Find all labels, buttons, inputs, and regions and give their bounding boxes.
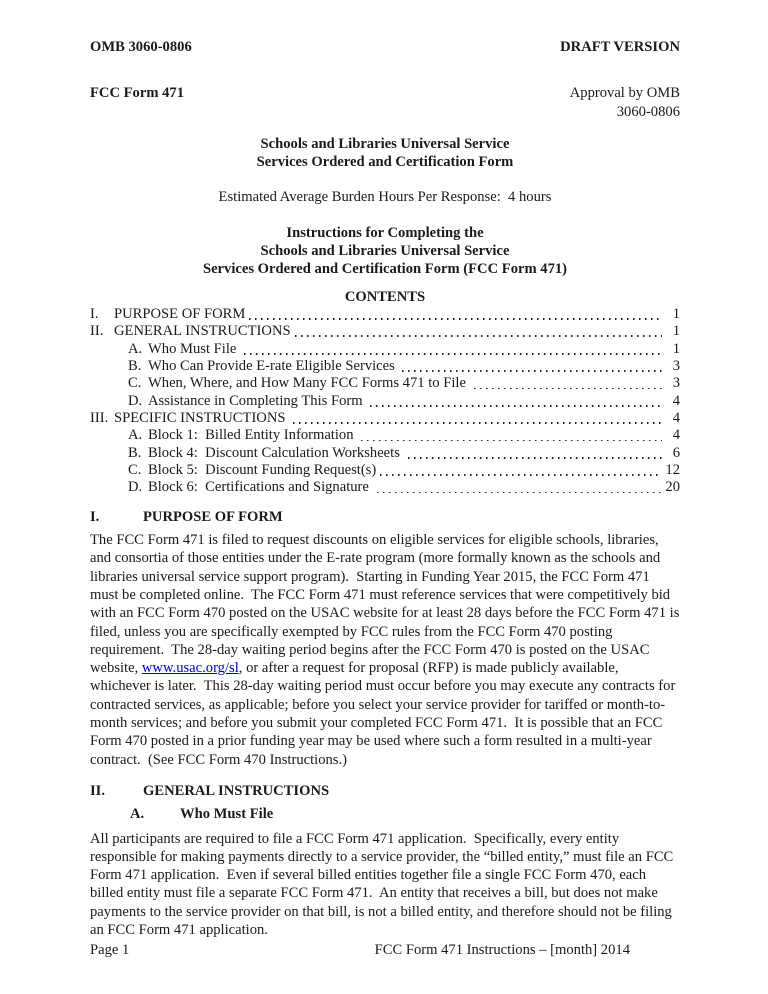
toc-entry-page-number: 4 xyxy=(672,392,680,409)
toc-dot-leader xyxy=(293,410,662,427)
omb-number: OMB 3060-0806 xyxy=(90,39,192,55)
toc-entry xyxy=(90,410,680,427)
toc-entry-title: When, Where, and How Many FCC Forms 471 to File xyxy=(148,375,470,392)
subsection-letter: A. xyxy=(130,806,145,823)
toc-entry-title: Who Must File xyxy=(148,340,241,357)
toc-entry-label: C. xyxy=(128,462,142,479)
toc-entry-page-number: 12 xyxy=(665,462,680,479)
toc-entry xyxy=(90,462,680,479)
toc-entry xyxy=(90,479,680,496)
who-must-file-paragraph: All participants are required to file a FCC Form 471 application. Specifically, every entity responsible for making payments directly to a service provider, the “billed entity,” must file an FCC Form 471 application. Even if several billed entities together file a single FCC Form 470, each billed entity must file a separate FCC Form 471. An entity that receives a bill, but does not make payments to the service provider on that bill, is not a billed entity, and therefore should not be filing an FCC Form 471 application. xyxy=(90,830,677,938)
toc-entry-page-number: 1 xyxy=(672,340,680,357)
toc-entry xyxy=(90,445,680,462)
section-heading-general-instructions xyxy=(90,782,680,800)
toc-entry-label: II. xyxy=(90,323,104,340)
toc-entry-page-number: 1 xyxy=(672,305,680,322)
section-number: I. xyxy=(90,508,100,525)
toc-dot-leader xyxy=(380,462,662,479)
contents-title: CONTENTS xyxy=(344,288,426,305)
section-title: GENERAL INSTRUCTIONS xyxy=(143,782,330,799)
toc-entry-page-number: 4 xyxy=(672,427,680,444)
toc-dot-leader xyxy=(408,445,662,462)
omb-approval xyxy=(570,84,680,121)
toc-dot-leader xyxy=(370,393,662,410)
paragraph-text-before-link: The FCC Form 471 is filed to request discounts on eligible services for eligible schools, libraries, and consortia of those entities under the E-rate program (more formally known as the schools and libraries universal service support program). Starting in Funding Year 2015, the FCC Form 471 must be completed online. The FCC Form 471 must reference services that were competitively bid with an FCC Form 470 posted on the USAC website for at least 28 days before the FCC Form 471 is filed, unless you are specifically exempted by FCC rules from the FCC Form 470 posting requirement. The 28-day waiting period begins after the FCC Form 470 is posted on the USAC website, xyxy=(90,532,684,677)
paragraph-text-after-link: , or after a request for proposal (RFP) is made publicly available, whichever is later. This 28-day waiting period must occur before you may execute any contracts for contracted services, as applicable; before you select your service provider for tariffed or month-to-month services; and before you submit your completed FCC Form 471. It is possible that an FCC Form 470 posted in a prior funding year may be used where such a form resulted in a multi-year contract. (See FCC Form 470 Instructions.) xyxy=(90,660,679,768)
instructions-title-line3: Services Ordered and Certification Form (FCC Form 471) xyxy=(202,261,568,278)
toc-entry-page-number: 3 xyxy=(672,375,680,392)
toc-entry-label: D. xyxy=(128,392,143,409)
section-heading-purpose-of-form xyxy=(90,508,680,526)
toc-entry-title: Assistance in Completing This Form xyxy=(148,392,367,409)
toc-entry-title: GENERAL INSTRUCTIONS xyxy=(114,323,291,340)
burden-statement: Estimated Average Burden Hours Per Response: 4 hours xyxy=(218,189,552,206)
toc-entry xyxy=(90,306,680,323)
toc-dot-leader xyxy=(249,306,662,323)
usac-website-link[interactable]: www.usac.org/sl xyxy=(141,660,239,677)
omb-approval-line2: 3060-0806 xyxy=(616,103,680,120)
toc-entry-page-number: 4 xyxy=(672,410,680,427)
omb-approval-line1: Approval by OMB xyxy=(569,85,680,102)
toc-dot-leader xyxy=(402,358,662,375)
toc-dot-leader xyxy=(361,427,662,444)
subsection-title: Who Must File xyxy=(180,806,274,823)
section-title: PURPOSE OF FORM xyxy=(143,508,283,525)
toc-entry-title: SPECIFIC INSTRUCTIONS xyxy=(114,410,290,427)
section-number: II. xyxy=(90,782,106,799)
page-footer xyxy=(90,941,680,959)
toc-entry-label: A. xyxy=(128,427,143,444)
toc-entry xyxy=(90,358,680,375)
table-of-contents xyxy=(90,306,680,497)
toc-entry-label: D. xyxy=(128,479,143,496)
toc-entry xyxy=(90,427,680,444)
toc-entry-title: Block 5: Discount Funding Request(s) xyxy=(148,462,377,479)
form-title-line1: Schools and Libraries Universal Service xyxy=(260,135,510,152)
purpose-of-form-paragraph xyxy=(90,531,684,769)
toc-entry-page-number: 20 xyxy=(665,479,680,496)
toc-entry xyxy=(90,323,680,340)
toc-entry-label: III. xyxy=(90,410,109,427)
toc-dot-leader xyxy=(474,375,662,392)
toc-entry-label: I. xyxy=(90,305,99,322)
footer-doc-title: FCC Form 471 Instructions – [month] 2014 xyxy=(374,941,630,958)
draft-version-label: DRAFT VERSION xyxy=(560,39,680,55)
toc-entry xyxy=(90,375,680,392)
form-title xyxy=(90,135,680,172)
form-header-row xyxy=(90,84,680,121)
form-name: FCC Form 471 xyxy=(90,85,185,102)
instructions-title-line1: Instructions for Completing the xyxy=(286,224,484,241)
document-header-row xyxy=(90,38,680,56)
toc-entry-title: Block 4: Discount Calculation Worksheets xyxy=(148,444,404,461)
toc-dot-leader xyxy=(295,323,662,340)
toc-entry-title: Block 6: Certifications and Signature xyxy=(148,479,373,496)
instructions-title-line2: Schools and Libraries Universal Service xyxy=(260,243,510,260)
subsection-heading-who-must-file xyxy=(90,805,680,823)
toc-entry-label: B. xyxy=(128,358,142,374)
toc-entry-title: Block 1: Billed Entity Information xyxy=(148,427,358,444)
toc-entry xyxy=(90,341,680,358)
footer-page-number: Page 1 xyxy=(90,941,130,958)
toc-entry-label: B. xyxy=(128,444,142,461)
toc-dot-leader xyxy=(244,341,662,358)
toc-entry-page-number: 1 xyxy=(672,323,680,340)
toc-entry-page-number: 6 xyxy=(672,444,680,461)
toc-entry-title: PURPOSE OF FORM xyxy=(114,305,246,322)
form-title-line2: Services Ordered and Certification Form xyxy=(256,154,514,171)
toc-entry-page-number: 3 xyxy=(672,358,680,374)
instructions-title xyxy=(90,224,680,279)
toc-dot-leader xyxy=(377,479,662,496)
toc-entry-title: Who Can Provide E-rate Eligible Services xyxy=(148,358,399,374)
toc-entry xyxy=(90,393,680,410)
toc-entry-label: A. xyxy=(128,340,143,357)
toc-entry-label: C. xyxy=(128,375,142,392)
